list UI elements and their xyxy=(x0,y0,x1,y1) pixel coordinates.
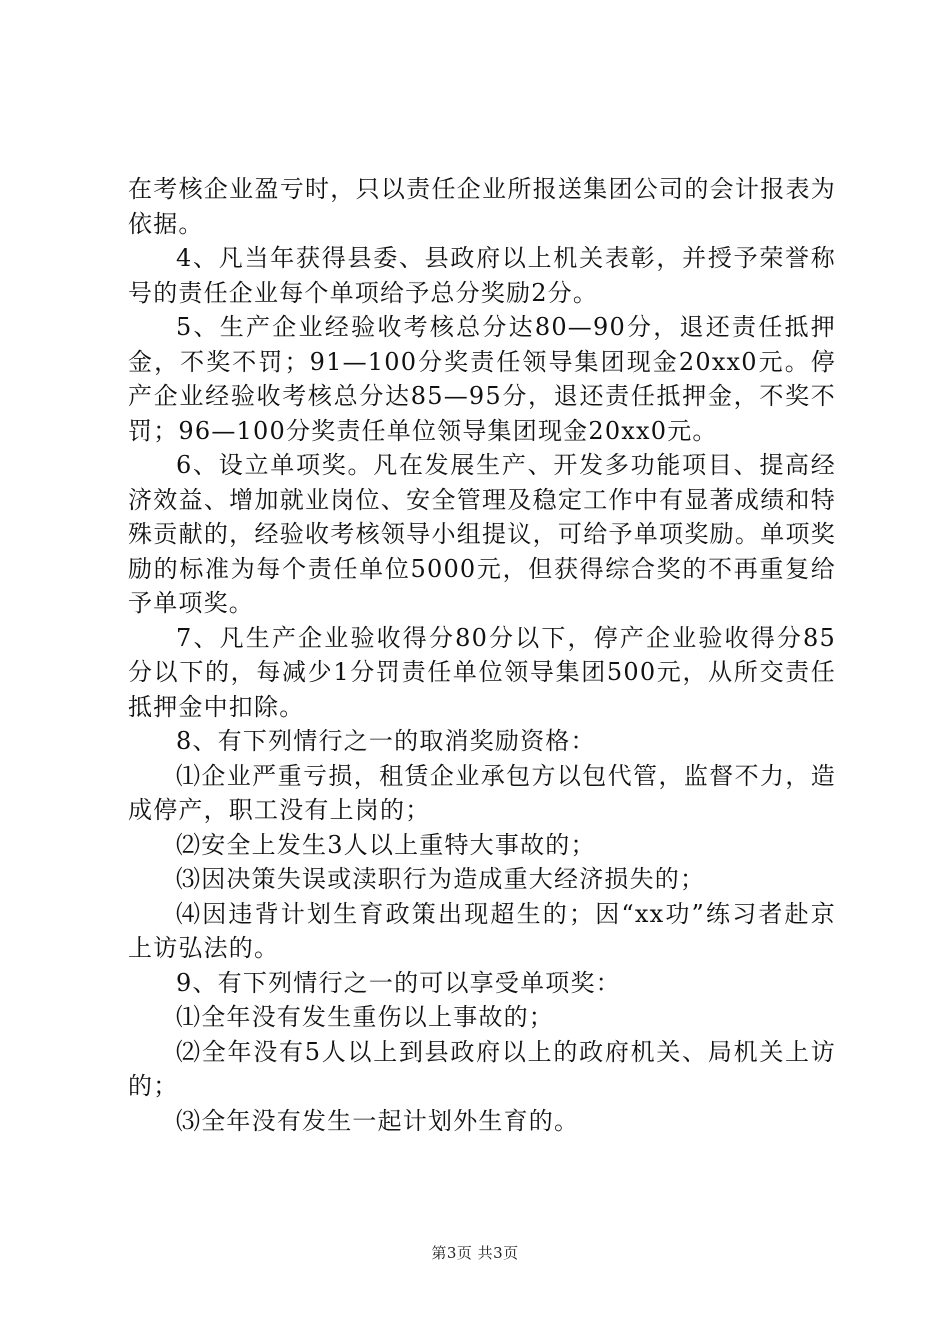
paragraph-item-8-sub-4: ⑷因违背计划生育政策出现超生的；因“xx功”练习者赴京上访弘法的。 xyxy=(128,899,836,962)
paragraph-item-7: 7、凡生产企业验收得分80分以下，停产企业验收得分85分以下的，每减少1分罚责任单位领导集团500元，从所交责任抵押金中扣除。 xyxy=(128,623,836,721)
page-number-footer: 第3页 共3页 xyxy=(431,1244,519,1262)
paragraph-continuation: 在考核企业盈亏时，只以责任企业所报送集团公司的会计报表为依据。 xyxy=(128,175,836,238)
paragraph-item-8: 8、有下列情行之一的取消奖励资格： xyxy=(176,727,596,755)
paragraph-item-5: 5、生产企业经验收考核总分达80—90分，退还责任抵押金，不奖不罚；91—100分奖责任领导集团现金20xx0元。停产企业经验收考核总分达85—95分，退还责任抵押金，不奖不罚；96—100分奖责任单位领导集团现金20xx0元。 xyxy=(128,313,836,445)
paragraph-item-9: 9、有下列情行之一的可以享受单项奖： xyxy=(176,968,621,997)
paragraph-item-6: 6、设立单项奖。凡在发展生产、开发多功能项目、提高经济效益、增加就业岗位、安全管理及稳定工作中有显著成绩和特殊贡献的，经验收考核领导小组提议，可给予单项奖励。单项奖励的标准为每个责任单位5000元，但获得综合奖的不再重复给予单项奖。 xyxy=(128,451,836,617)
document-body xyxy=(128,172,836,1138)
paragraph-item-9-sub-3: ⑶全年没有发生一起计划外生育的。 xyxy=(176,1106,580,1135)
paragraph-item-8-sub-3: ⑶因决策失误或渎职行为造成重大经济损失的； xyxy=(176,865,706,893)
paragraph-item-8-sub-1: ⑴企业严重亏损，租赁企业承包方以包代管，监督不力，造成停产，职工没有上岗的； xyxy=(128,761,836,824)
paragraph-item-9-sub-2: ⑵全年没有5人以上到县政府以上的政府机关、局机关上访的； xyxy=(128,1037,836,1100)
paragraph-item-9-sub-1: ⑴全年没有发生重伤以上事故的； xyxy=(176,1003,554,1031)
paragraph-item-4: 4、凡当年获得县委、县政府以上机关表彰，并授予荣誉称号的责任企业每个单项给予总分奖励2分。 xyxy=(128,244,836,307)
paragraph-item-8-sub-2: ⑵安全上发生3人以上重特大事故的； xyxy=(176,830,596,859)
